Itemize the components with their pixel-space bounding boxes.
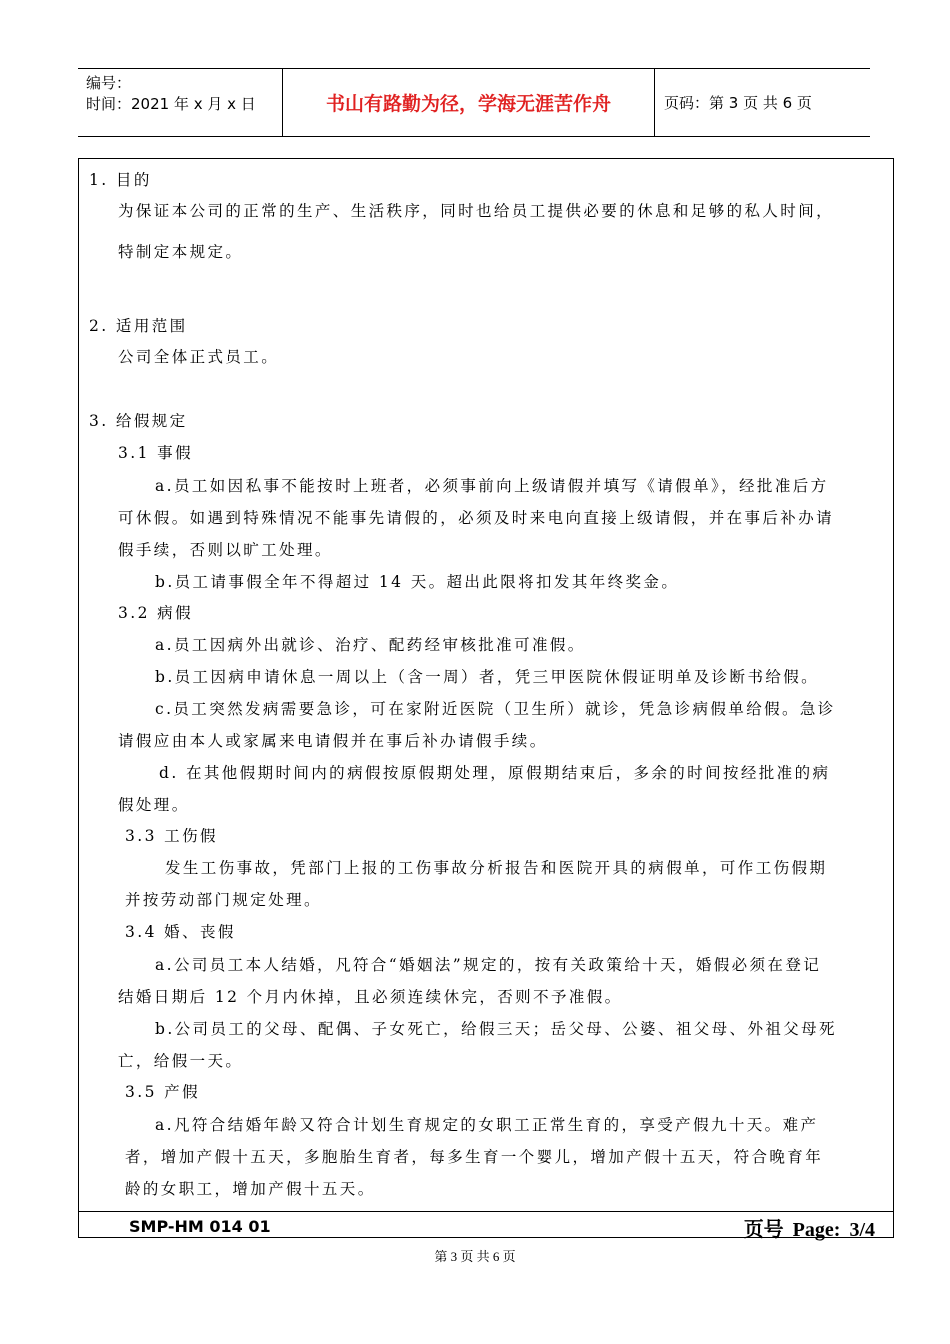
- subsection-title: 3.3 工伤假: [125, 827, 218, 845]
- section-3-title: 3. 给假规定: [89, 412, 188, 430]
- document-header: [78, 68, 870, 137]
- paragraph: 公司全体正式员工。: [118, 348, 280, 366]
- subsection-title: 3.2 病假: [118, 604, 193, 622]
- paragraph: a.公司员工本人结婚，凡符合“婚姻法”规定的，按有关政策给十天，婚假必须在登记: [155, 956, 822, 974]
- subsection-title: 3.4 婚、丧假: [125, 923, 236, 941]
- header-divider: [654, 69, 655, 136]
- paragraph: 结婚日期后 12 个月内休掉，且必须连续休完，否则不予准假。: [118, 988, 623, 1006]
- header-page-info: 页码：第 3 页 共 6 页: [664, 94, 812, 112]
- paragraph: a.凡符合结婚年龄又符合计划生育规定的女职工正常生育的，享受产假九十天。难产: [155, 1116, 819, 1134]
- paragraph: 亡，给假一天。: [118, 1052, 244, 1070]
- paragraph: c.员工突然发病需要急诊，可在家附近医院（卫生所）就诊，凭急诊病假单给假。急诊: [155, 700, 836, 718]
- paragraph: 特制定本规定。: [118, 243, 244, 261]
- paragraph: b.公司员工的父母、配偶、子女死亡，给假三天；岳父母、公婆、祖父母、外祖父母死: [155, 1020, 837, 1038]
- paragraph: a.员工因病外出就诊、治疗、配药经审核批准可准假。: [155, 636, 586, 654]
- paragraph: 发生工伤事故，凭部门上报的工伤事故分析报告和医院开具的病假单，可作工伤假期: [165, 859, 828, 877]
- paragraph: b.员工因病申请休息一周以上（含一周）者，凭三甲医院休假证明单及诊断书给假。: [155, 668, 820, 686]
- subsection-title: 3.5 产假: [125, 1083, 200, 1101]
- document-code: SMP-HM 014 01: [129, 1217, 271, 1236]
- subsection-title: 3.1 事假: [118, 444, 193, 462]
- paragraph: d. 在其他假期时间内的病假按原假期处理，原假期结束后，多余的时间按经批准的病: [159, 764, 831, 782]
- section-2-title: 2. 适用范围: [89, 317, 188, 335]
- time-label: 时间：2021 年 x 月 x 日: [86, 95, 256, 113]
- footer-page-number: 页号 Page: 3/4: [743, 1219, 875, 1241]
- paragraph: 假手续，否则以旷工处理。: [118, 541, 333, 559]
- paragraph: 者，增加产假十五天，多胞胎生育者，每多生育一个婴儿，增加产假十五天，符合晚育年: [125, 1148, 824, 1166]
- paragraph: 为保证本公司的正常的生产、生活秩序，同时也给员工提供必要的休息和足够的私人时间，: [118, 202, 835, 220]
- section-1-title: 1. 目的: [89, 171, 152, 189]
- paragraph: 龄的女职工，增加产假十五天。: [125, 1180, 376, 1198]
- header-motto: 书山有路勤为径，学海无涯苦作舟: [325, 93, 611, 115]
- number-label: 编号：: [86, 74, 132, 92]
- footer-divider: [79, 1211, 893, 1212]
- paragraph: 请假应由本人或家属来电请假并在事后补办请假手续。: [118, 732, 548, 750]
- paragraph: 假处理。: [118, 796, 190, 814]
- paragraph: a.员工如因私事不能按时上班者，必须事前向上级请假并填写《请假单》，经批准后方: [155, 477, 829, 495]
- page-footer: 第 3 页 共 6 页: [434, 1249, 516, 1264]
- paragraph: 并按劳动部门规定处理。: [125, 891, 322, 909]
- paragraph: b.员工请事假全年不得超过 14 天。超出此限将扣发其年终奖金。: [155, 573, 680, 591]
- content-box: [78, 158, 894, 1241]
- paragraph: 可休假。如遇到特殊情况不能事先请假的，必须及时来电向直接上级请假，并在事后补办请: [118, 509, 835, 527]
- header-meta: [86, 73, 281, 115]
